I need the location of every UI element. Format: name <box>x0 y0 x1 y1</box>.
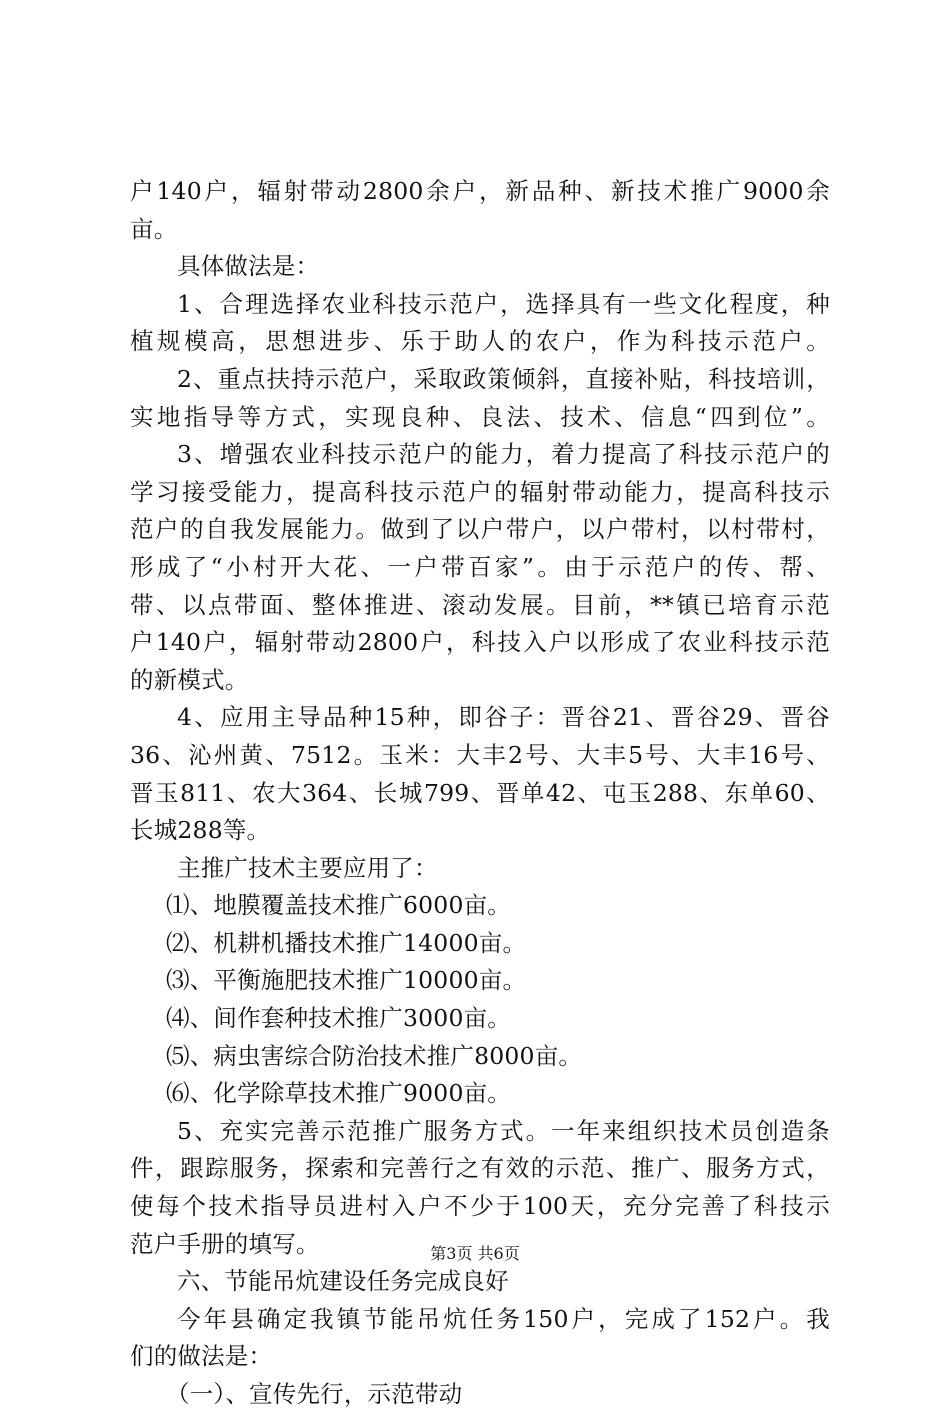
text-line: 晋玉811、农大364、长城799、晋单42、屯玉288、东单60、 <box>130 778 830 807</box>
text-line: 1、合理选择农业科技示范户，选择具有一些文化程度，种 <box>177 289 830 318</box>
text-line: 今年县确定我镇节能吊炕任务150户，完成了152户。我 <box>177 1304 830 1333</box>
text-line: 们的做法是： <box>130 1342 273 1371</box>
section-heading: 六、节能吊炕建设任务完成良好 <box>177 1267 509 1296</box>
text-line: 形成了“小村开大花、一户带百家”。由于示范户的传、帮、 <box>130 552 830 581</box>
text-line: 户140户，辐射带动2800户，科技入户以形成了农业科技示范 <box>130 628 830 657</box>
text-line: 使每个技术指导员进村入户不少于100天，充分完善了科技示 <box>130 1192 830 1221</box>
text-line: 实地指导等方式，实现良种、良法、技术、信息“四到位”。 <box>130 402 830 431</box>
text-line: 3、增强农业科技示范户的能力，着力提高了科技示范户的 <box>177 440 830 469</box>
text-line: 亩。 <box>130 214 178 243</box>
text-line: 4、应用主导品种15种，即谷子：晋谷21、晋谷29、晋谷 <box>177 703 830 732</box>
document-body <box>130 173 830 1414</box>
text-line: 2、重点扶持示范户，采取政策倾斜，直接补贴，科技培训， <box>177 364 830 393</box>
list-item: ⑵、机耕机播技术推广14000亩。 <box>166 928 527 957</box>
list-item: ⑶、平衡施肥技术推广10000亩。 <box>166 966 527 995</box>
list-item: ⑸、病虫害综合防治技术推广8000亩。 <box>166 1041 583 1070</box>
text-line: 范户的自我发展能力。做到了以户带户，以户带村，以村带村， <box>130 515 830 544</box>
text-line: 长城288等。 <box>130 816 271 845</box>
text-line: 户140户，辐射带动2800余户，新品种、新技术推广9000余 <box>130 177 830 205</box>
text-line: 学习接受能力，提高科技示范户的辐射带动能力，提高科技示 <box>130 477 830 506</box>
text-line: 主推广技术主要应用了： <box>177 853 438 882</box>
text-line: 植规模高，思想进步、乐于助人的农户，作为科技示范户。 <box>130 327 830 356</box>
text-line: 带、以点带面、整体推进、滚动发展。目前，**镇已培育示范 <box>130 590 830 619</box>
list-item: ⑷、间作套种技术推广3000亩。 <box>166 1004 512 1033</box>
text-line: 件，跟踪服务，探索和完善行之有效的示范、推广、服务方式， <box>130 1154 830 1183</box>
text-line: 具体做法是： <box>177 252 320 281</box>
text-line: 5、充实完善示范推广服务方式。一年来组织技术员创造条 <box>177 1116 830 1145</box>
list-item: ⑹、化学除草技术推广9000亩。 <box>166 1079 512 1108</box>
text-line: 36、沁州黄、7512。玉米：大丰2号、大丰5号、大丰16号、 <box>130 740 830 769</box>
text-line: 的新模式。 <box>130 665 249 694</box>
page-footer: 第3页 共6页 <box>430 1244 520 1263</box>
list-item: ⑴、地膜覆盖技术推广6000亩。 <box>166 891 512 920</box>
text-line: 范户手册的填写。 <box>130 1229 320 1258</box>
subsection-heading: （一）、宣传先行，示范带动 <box>166 1380 463 1408</box>
